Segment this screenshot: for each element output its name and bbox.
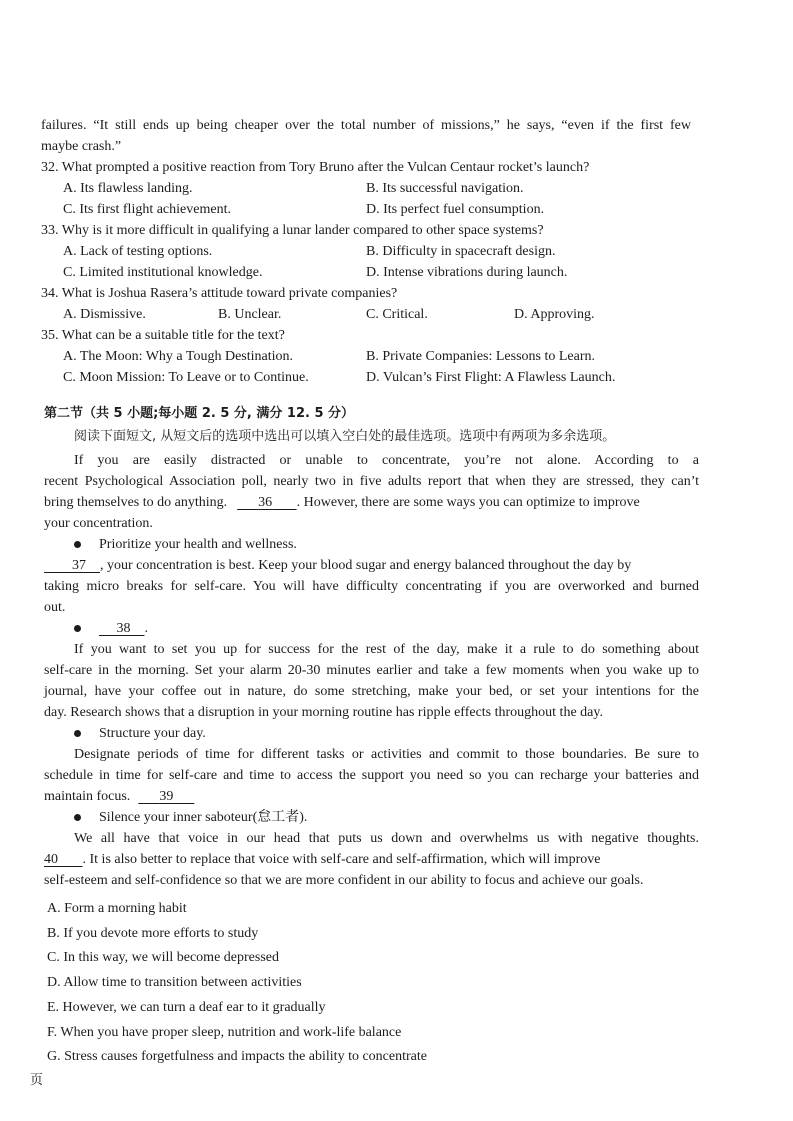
bullet-dot	[74, 625, 81, 632]
passage-ending	[41, 115, 691, 157]
section-instruction: 阅读下面短文, 从短文后的选项中选出可以填入空白处的最佳选项。选项中有两项为多余选项。	[74, 429, 616, 444]
paragraph-line: taking micro breaks for self-care. You will have difficulty concentrating if you are overworked and burned	[44, 579, 699, 594]
text: bring themselves to do anything.	[44, 495, 228, 510]
choice-item: G. Stress causes forgetfulness and impacts the ability to concentrate	[47, 1049, 427, 1065]
blank-number: 37	[72, 558, 86, 573]
question-options-35	[41, 367, 701, 388]
blank-40[interactable]	[44, 849, 83, 870]
question-stem-35: 35. What can be a suitable title for the text?	[41, 328, 285, 343]
option: B. Private Companies: Lessons to Learn.	[366, 349, 596, 364]
passage-line: maybe crash.”	[41, 139, 122, 154]
option: C. Moon Mission: To Leave or to Continue.	[63, 370, 309, 385]
question-list	[41, 157, 701, 388]
option: A. The Moon: Why a Tough Destination.	[63, 349, 294, 364]
option: D. Vulcan’s First Flight: A Flawless Launch.	[366, 370, 616, 385]
paragraph-line: self-esteem and self-confidence so that we are more confident in our ability to focus and achieve our goals.	[44, 873, 644, 888]
text: maintain focus.	[44, 789, 131, 804]
option: C. Its first flight achievement.	[63, 202, 231, 217]
blank-number: 40	[44, 852, 58, 867]
option: D. Its perfect fuel consumption.	[366, 202, 545, 217]
paragraph-line	[44, 786, 699, 807]
choice-item: E. However, we can turn a deaf ear to it gradually	[47, 999, 326, 1015]
choice-list	[47, 897, 427, 1070]
bullet-text: Structure your day.	[99, 726, 206, 741]
paragraph-line: journal, have your coffee out in nature, do some stretching, make your bed, or set your intentions for the	[44, 684, 699, 699]
passage-line: failures. “It still ends up being cheaper over the total number of missions,” he says, “even if the first few	[41, 118, 691, 133]
choice-item: F. When you have proper sleep, nutrition and work-life balance	[47, 1024, 402, 1040]
question-options-34	[41, 304, 701, 325]
choice-item: D. Allow time to transition between activities	[47, 975, 302, 991]
text: , your concentration is best. Keep your blood sugar and energy balanced throughout the day by	[100, 558, 632, 573]
option: B. Its successful navigation.	[366, 181, 524, 196]
option: A. Dismissive.	[63, 307, 146, 322]
choice-item: C. In this way, we will become depressed	[47, 950, 279, 966]
question-options-33	[41, 241, 701, 262]
question-options-33	[41, 262, 701, 283]
blank-number: 36	[258, 495, 273, 510]
question-options-32	[41, 178, 701, 199]
option: A. Its flawless landing.	[63, 181, 193, 196]
blank-39[interactable]	[138, 786, 194, 807]
cloze-passage	[44, 450, 699, 891]
paragraph-line: your concentration.	[44, 516, 153, 531]
bullet-item: 38 .	[44, 618, 699, 639]
paragraph-line: schedule in time for self-care and time to access the support you need so you can recharge your batteries and	[44, 768, 699, 783]
paragraph-line	[44, 555, 699, 576]
page-marker: 页	[30, 1073, 44, 1088]
question-options-35	[41, 346, 701, 367]
choice-item: A. Form a morning habit	[47, 901, 187, 916]
option: D. Approving.	[514, 307, 595, 322]
bullet-item	[44, 534, 699, 555]
paragraph-line: self-care in the morning. Set your alarm 20-30 minutes earlier and take a few moments when you wake up to	[44, 663, 699, 678]
blank-number: 38	[116, 621, 131, 636]
blank-36[interactable]	[237, 492, 297, 513]
paragraph-line: If you are easily distracted or unable to concentrate, you’re not alone. According to a	[74, 453, 699, 468]
section-title: 第二节（共 5 小题;每小题 2. 5 分, 满分 12. 5 分）	[44, 406, 355, 421]
question-stem-32: 32. What prompted a positive reaction from Tory Bruno after the Vulcan Centaur rocket’s launch?	[41, 160, 590, 175]
option: D. Intense vibrations during launch.	[366, 265, 568, 280]
paragraph-line	[44, 492, 699, 513]
bullet-dot	[74, 814, 81, 821]
choice-item: B. If you devote more efforts to study	[47, 925, 259, 941]
paragraph-line	[44, 849, 699, 870]
bullet-text: Silence your inner saboteur(怠工者).	[99, 810, 308, 825]
bullet-text: Prioritize your health and wellness.	[99, 537, 297, 552]
paragraph-line: We all have that voice in our head that puts us down and overwhelms us with negative thoughts.	[74, 831, 699, 846]
question-options-32	[41, 199, 701, 220]
bullet-item	[44, 807, 699, 828]
option: C. Critical.	[366, 307, 428, 322]
question-stem-33: 33. Why is it more difficult in qualifying a lunar lander compared to other space systems?	[41, 223, 544, 238]
option: B. Unclear.	[218, 307, 282, 322]
bullet-dot	[74, 541, 81, 548]
paragraph-line: If you want to set you up for success for the rest of the day, make it a rule to do something about	[74, 642, 699, 657]
bullet-item	[44, 723, 699, 744]
blank-37[interactable]	[44, 555, 100, 576]
option: A. Lack of testing options.	[63, 244, 213, 259]
paragraph-line: day. Research shows that a disruption in your morning routine has ripple effects throughout the day.	[44, 705, 603, 720]
text: . It is also better to replace that voice with self-care and self-affirmation, which will improve	[82, 852, 601, 867]
question-stem-34: 34. What is Joshua Rasera’s attitude toward private companies?	[41, 286, 398, 301]
text: . However, there are some ways you can optimize to improve	[296, 495, 640, 510]
option: B. Difficulty in spacecraft design.	[366, 244, 556, 259]
bullet-dot	[74, 730, 81, 737]
paragraph-line: out.	[44, 600, 66, 615]
blank-38[interactable]	[99, 618, 145, 639]
blank-number: 39	[159, 789, 174, 804]
option: C. Limited institutional knowledge.	[63, 265, 263, 280]
paragraph-line: Designate periods of time for different tasks or activities and commit to those boundaries. Be sure to	[74, 747, 699, 762]
paragraph-line: recent Psychological Association poll, nearly two in five adults report that when they are stressed, they can’t	[44, 474, 699, 489]
